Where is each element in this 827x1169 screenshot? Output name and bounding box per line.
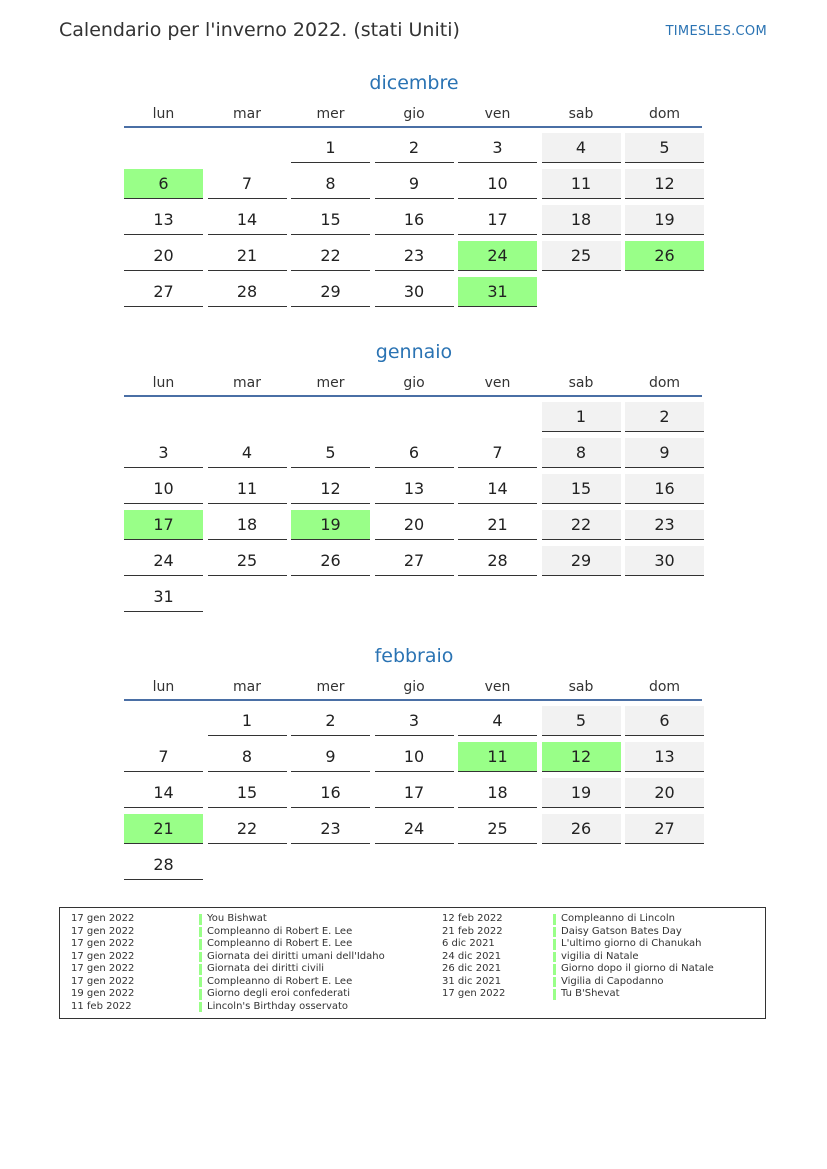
legend-date: 17 gen 2022	[71, 975, 135, 987]
day-cell: 2	[375, 133, 454, 163]
legend-holiday-name: Daisy Gatson Bates Day	[561, 925, 682, 937]
weekday-label: dom	[648, 106, 681, 122]
legend-date: 19 gen 2022	[71, 988, 135, 999]
weekday-label: mer	[316, 375, 345, 391]
day-cell: 18	[458, 778, 537, 808]
day-cell: 30	[625, 546, 704, 576]
weekday-label: sab	[568, 106, 594, 122]
legend-date: 17 gen 2022	[71, 938, 135, 949]
day-cell: 19	[542, 778, 621, 808]
day-cell: 18	[208, 510, 287, 540]
weekday-header	[124, 103, 704, 125]
holiday-day-cell: 26	[625, 241, 704, 271]
site-link[interactable]: TIMESLES.COM	[665, 24, 767, 39]
month-title: gennaio	[375, 341, 453, 363]
weekday-label: mar	[233, 375, 261, 391]
legend-holiday-name: vigilia di Natale	[561, 950, 639, 962]
day-cell: 15	[291, 205, 370, 235]
empty-cell	[458, 402, 537, 432]
day-cell: 10	[124, 474, 203, 504]
day-cell: 31	[124, 582, 203, 612]
legend-holiday-name: Giorno dopo il giorno di Natale	[561, 963, 714, 974]
day-grid	[124, 133, 704, 307]
day-cell: 7	[124, 742, 203, 772]
day-cell: 7	[458, 438, 537, 468]
day-cell: 13	[124, 205, 203, 235]
day-cell: 14	[458, 474, 537, 504]
legend-holiday-name: Giorno degli eroi confederati	[207, 988, 350, 999]
day-cell: 15	[542, 474, 621, 504]
holiday-day-cell: 17	[124, 510, 203, 540]
legend-holiday-name: Giornata dei diritti civili	[207, 963, 325, 974]
empty-cell	[124, 706, 203, 736]
day-cell: 1	[542, 402, 621, 432]
holiday-day-cell: 31	[458, 277, 537, 307]
day-cell: 2	[291, 706, 370, 736]
weekday-label: lun	[152, 679, 175, 695]
legend-date: 26 dic 2021	[442, 963, 502, 974]
weekday-label: mar	[233, 106, 261, 122]
weekday-label: ven	[484, 679, 511, 695]
day-cell: 11	[208, 474, 287, 504]
day-cell: 9	[291, 742, 370, 772]
day-cell: 20	[124, 241, 203, 271]
day-cell: 3	[375, 706, 454, 736]
day-cell: 24	[124, 546, 203, 576]
day-cell: 29	[291, 277, 370, 307]
legend-date: 17 gen 2022	[71, 950, 135, 962]
day-cell: 16	[291, 778, 370, 808]
weekday-label: mer	[316, 679, 345, 695]
weekday-label: ven	[484, 375, 511, 391]
legend-date: 17 gen 2022	[71, 925, 135, 937]
month-january	[124, 338, 704, 612]
day-cell: 17	[375, 778, 454, 808]
legend-dates-left	[71, 913, 134, 1013]
weekday-label: dom	[648, 375, 681, 391]
legend-holiday-name: Compleanno di Lincoln	[561, 913, 675, 924]
page-title: Calendario per l'inverno 2022. (stati Uniti)	[59, 19, 460, 41]
holiday-day-cell: 6	[124, 169, 203, 199]
day-cell: 12	[291, 474, 370, 504]
weekday-header	[124, 676, 704, 698]
holiday-day-cell: 11	[458, 742, 537, 772]
day-cell: 17	[458, 205, 537, 235]
legend-holiday-name: Giornata dei diritti umani dell'Idaho	[207, 950, 385, 962]
day-cell: 23	[625, 510, 704, 540]
day-cell: 22	[291, 241, 370, 271]
day-cell: 14	[124, 778, 203, 808]
day-cell: 16	[375, 205, 454, 235]
day-cell: 16	[625, 474, 704, 504]
day-cell: 4	[458, 706, 537, 736]
month-february	[124, 642, 704, 880]
day-cell: 6	[375, 438, 454, 468]
legend-holiday-name: Tu B'Shevat	[561, 988, 620, 999]
day-cell: 9	[375, 169, 454, 199]
header-divider	[124, 126, 702, 128]
day-cell: 21	[208, 241, 287, 271]
weekday-label: sab	[568, 679, 594, 695]
holiday-day-cell: 21	[124, 814, 203, 844]
day-cell: 28	[208, 277, 287, 307]
legend-date: 17 gen 2022	[71, 913, 135, 924]
legend-date: 11 feb 2022	[71, 1000, 132, 1012]
empty-cell	[124, 402, 203, 432]
day-cell: 8	[208, 742, 287, 772]
day-cell: 23	[291, 814, 370, 844]
day-cell: 29	[542, 546, 621, 576]
day-cell: 24	[375, 814, 454, 844]
weekday-label: gio	[403, 679, 425, 695]
weekday-label: lun	[152, 375, 175, 391]
legend-date: 31 dic 2021	[442, 975, 502, 987]
day-cell: 25	[208, 546, 287, 576]
weekday-label: gio	[403, 375, 425, 391]
weekday-label: mar	[233, 679, 261, 695]
weekday-label: dom	[648, 679, 681, 695]
day-cell: 5	[291, 438, 370, 468]
weekday-label: gio	[403, 106, 425, 122]
day-cell: 21	[458, 510, 537, 540]
weekday-label: ven	[484, 106, 511, 122]
day-cell: 22	[542, 510, 621, 540]
month-december	[124, 69, 704, 307]
day-cell: 25	[542, 241, 621, 271]
day-cell: 5	[542, 706, 621, 736]
header-divider	[124, 395, 702, 397]
day-cell: 19	[625, 205, 704, 235]
legend-date: 24 dic 2021	[442, 950, 502, 962]
day-cell: 26	[291, 546, 370, 576]
legend-date: 12 feb 2022	[442, 913, 503, 924]
month-title: febbraio	[374, 645, 454, 667]
day-cell: 20	[375, 510, 454, 540]
day-cell: 22	[208, 814, 287, 844]
day-cell: 14	[208, 205, 287, 235]
day-cell: 7	[208, 169, 287, 199]
day-cell: 26	[542, 814, 621, 844]
day-cell: 10	[375, 742, 454, 772]
header-divider	[124, 699, 702, 701]
day-cell: 3	[124, 438, 203, 468]
legend-date: 21 feb 2022	[442, 925, 503, 937]
legend-holiday-name: You Bishwat	[207, 913, 267, 924]
legend-date: 17 gen 2022	[442, 988, 506, 999]
month-title: dicembre	[369, 72, 459, 94]
weekday-label: sab	[568, 375, 594, 391]
legend-date: 6 dic 2021	[442, 938, 495, 949]
day-grid	[124, 706, 704, 880]
empty-cell	[208, 402, 287, 432]
day-cell: 4	[542, 133, 621, 163]
day-cell: 1	[208, 706, 287, 736]
day-cell: 8	[291, 169, 370, 199]
day-cell: 25	[458, 814, 537, 844]
day-cell: 3	[458, 133, 537, 163]
legend-holiday-name: L'ultimo giorno di Chanukah	[561, 938, 702, 949]
day-cell: 23	[375, 241, 454, 271]
weekday-label: mer	[316, 106, 345, 122]
holiday-legend	[59, 907, 766, 1019]
weekday-label: lun	[152, 106, 175, 122]
legend-holiday-name: Compleanno di Robert E. Lee	[207, 975, 353, 987]
day-cell: 13	[625, 742, 704, 772]
day-cell: 27	[625, 814, 704, 844]
day-grid	[124, 402, 704, 612]
legend-names-left	[207, 913, 385, 1013]
day-cell: 15	[208, 778, 287, 808]
empty-cell	[375, 402, 454, 432]
day-cell: 6	[625, 706, 704, 736]
empty-cell	[124, 133, 203, 163]
day-cell: 4	[208, 438, 287, 468]
holiday-day-cell: 19	[291, 510, 370, 540]
legend-names-right	[561, 913, 714, 1001]
day-cell: 28	[124, 850, 203, 880]
legend-holiday-name: Compleanno di Robert E. Lee	[207, 925, 353, 937]
legend-holiday-name: Vigilia di Capodanno	[561, 975, 664, 987]
day-cell: 11	[542, 169, 621, 199]
holiday-day-cell: 12	[542, 742, 621, 772]
day-cell: 13	[375, 474, 454, 504]
day-cell: 12	[625, 169, 704, 199]
legend-holiday-name: Lincoln's Birthday osservato	[207, 1000, 349, 1012]
day-cell: 28	[458, 546, 537, 576]
empty-cell	[208, 133, 287, 163]
weekday-header	[124, 372, 704, 394]
day-cell: 5	[625, 133, 704, 163]
legend-holiday-name: Compleanno di Robert E. Lee	[207, 938, 353, 949]
day-cell: 20	[625, 778, 704, 808]
day-cell: 10	[458, 169, 537, 199]
empty-cell	[291, 402, 370, 432]
day-cell: 30	[375, 277, 454, 307]
holiday-day-cell: 24	[458, 241, 537, 271]
legend-date: 17 gen 2022	[71, 963, 135, 974]
day-cell: 9	[625, 438, 704, 468]
day-cell: 8	[542, 438, 621, 468]
legend-dates-right	[442, 913, 505, 1001]
day-cell: 27	[375, 546, 454, 576]
day-cell: 1	[291, 133, 370, 163]
day-cell: 2	[625, 402, 704, 432]
day-cell: 27	[124, 277, 203, 307]
day-cell: 18	[542, 205, 621, 235]
